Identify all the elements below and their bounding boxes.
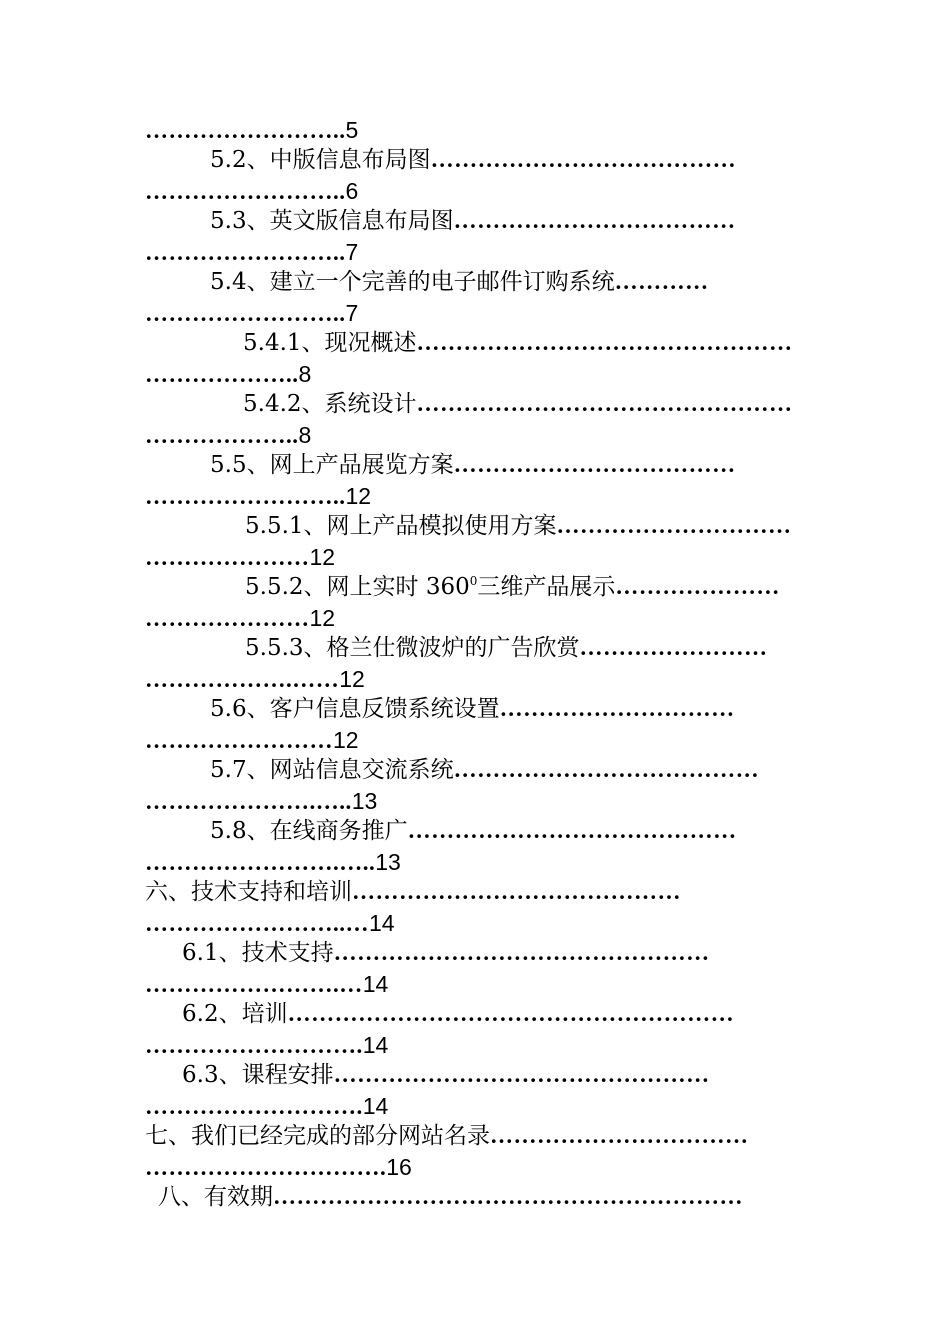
leader-dots: ………………………………………… (416, 391, 793, 416)
toc-entry-page-line (145, 1091, 805, 1122)
toc-entry-title-line (243, 328, 805, 358)
toc-entry-title-line (210, 267, 805, 297)
leader-dots: ………………………. (145, 1033, 363, 1058)
toc-entry-page-line (145, 847, 805, 878)
superscript: 0 (469, 574, 478, 588)
toc-entry-title[interactable]: 5.5.3、格兰仕微波炉的广告欣赏 (245, 635, 580, 661)
leader-dots: ………………… (615, 574, 780, 599)
leader-dots: ………………………………… (453, 757, 760, 782)
toc-entry-page-line (145, 237, 805, 268)
toc-entry-page-line (145, 176, 805, 207)
toc-entry-title[interactable]: 5.6、客户信息反馈系统设置 (210, 696, 500, 722)
toc-entry-title-line (245, 633, 805, 663)
leader-dots: ……………………..… (145, 911, 369, 936)
leader-dots: ……………….. (145, 362, 299, 387)
toc-entry-title-line (145, 1121, 805, 1151)
leader-dots: ………………………… (499, 696, 735, 721)
toc-entry-title[interactable]: 5.2、中版信息布局图 (210, 147, 431, 173)
leader-dots: ………………………… (556, 513, 792, 538)
toc-entry-title[interactable]: 八、有效期 (158, 1184, 273, 1210)
toc-entry-page-line (145, 786, 805, 817)
toc-page-number: 6 (345, 178, 359, 204)
toc-entry-title[interactable]: 5.5、网上产品展览方案 (210, 452, 454, 478)
toc-page-number: 7 (345, 239, 359, 265)
leader-dots: ……………………………… (453, 452, 736, 477)
toc-entry-title[interactable]: 5.5.2、网上实时 360 (245, 574, 470, 600)
toc-entry-title-line (158, 1182, 805, 1212)
leader-dots: …………………….. (145, 240, 346, 265)
toc-entry-title-line (243, 389, 805, 419)
toc-entry-page-line (145, 542, 805, 573)
toc-entry-page-line (145, 481, 805, 512)
leader-dots: ………………… (145, 606, 310, 631)
toc-entry-title[interactable]: 5.8、在线商务推广 (210, 818, 408, 844)
leader-dots: ………………….….. (145, 789, 352, 814)
toc-page-number: 7 (345, 300, 359, 326)
leader-dots: …………………………. (145, 1155, 387, 1180)
toc-entry-page-line (145, 298, 805, 329)
toc-entry-title[interactable]: 5.4.2、系统设计 (243, 391, 417, 417)
toc-entry-title-line (210, 450, 805, 480)
toc-entry-title[interactable]: 5.4.1、现况概述 (243, 330, 417, 356)
toc-page-number: 14 (362, 1032, 389, 1058)
leader-dots: ……………….. (145, 423, 299, 448)
toc-entry-page-line (145, 664, 805, 695)
leader-dots: ………………………………………………… (287, 1001, 735, 1026)
toc-entry-title-cont: 三维产品展示 (477, 574, 616, 600)
toc-entry-title[interactable]: 6.3、课程安排 (182, 1062, 334, 1088)
toc-entry-page-line (145, 115, 805, 146)
toc-entry-title-line (210, 755, 805, 785)
toc-entry-page-line (145, 1152, 805, 1183)
toc-entry-page-line (145, 969, 805, 1000)
toc-page-number: 13 (375, 849, 401, 875)
toc-entry-title[interactable]: 5.3、英文版信息布局图 (210, 208, 454, 234)
leader-dots: …………………….. (145, 118, 346, 143)
toc-page-number: 13 (351, 788, 378, 814)
toc-entry-title-line (182, 1060, 805, 1090)
leader-dots: ………………… (145, 545, 310, 570)
leader-dots: …………………….….. (145, 850, 376, 875)
leader-dots: ………………………………………… (333, 1062, 710, 1087)
toc-page-number: 14 (362, 971, 389, 997)
toc-entry-title-line (210, 694, 805, 724)
leader-dots: …………………….. (145, 484, 346, 509)
leader-dots: …………………………………………………… (273, 1184, 743, 1209)
toc-entry-title[interactable]: 5.4、建立一个完善的电子邮件订购系统 (210, 269, 615, 295)
toc-entry-page-line (145, 359, 805, 390)
toc-entry-title-line (145, 877, 805, 907)
leader-dots: …………………….. (145, 179, 346, 204)
toc-entry-title-line (245, 511, 805, 541)
leader-dots: …………………………………… (407, 818, 737, 843)
toc-page-number: 12 (333, 727, 359, 753)
leader-dots: ………… (614, 269, 709, 294)
toc-page-number: 12 (309, 605, 336, 631)
toc-entry-title-line (182, 999, 805, 1029)
toc-entry-title[interactable]: 六、技术支持和培训 (145, 879, 352, 905)
toc-entry-title-line (182, 938, 805, 968)
toc-entry-title[interactable]: 6.2、培训 (182, 1001, 288, 1027)
toc-entry-page-line (145, 420, 805, 451)
leader-dots: ………………………………… (430, 147, 737, 172)
leader-dots: …………………….. (145, 301, 346, 326)
leader-dots: …………………… (145, 728, 333, 753)
toc-entry-title[interactable]: 6.1、技术支持 (182, 940, 334, 966)
toc-page-number: 12 (345, 483, 372, 509)
leader-dots: …………………….… (145, 972, 363, 997)
toc-entry-page-line (145, 908, 805, 939)
toc-page-number: 16 (386, 1154, 412, 1180)
leader-dots: ……………………………… (453, 208, 736, 233)
toc-entry-title-line (210, 145, 805, 175)
toc-page-number: 14 (369, 910, 395, 936)
leader-dots: …………………………… (490, 1123, 749, 1148)
toc-page-number: 12 (339, 666, 365, 692)
toc-page-number: 8 (298, 361, 312, 387)
leader-dots: ………………………………………… (333, 940, 710, 965)
toc-entry-page-line (145, 1030, 805, 1061)
toc-entry-title-line (245, 572, 805, 602)
toc-page-number: 8 (298, 422, 312, 448)
leader-dots: …………………………………… (352, 879, 681, 904)
toc-entry-title[interactable]: 5.5.1、网上产品模拟使用方案 (245, 513, 557, 539)
toc-page-number: 5 (345, 117, 359, 143)
toc-entry-title-line (210, 206, 805, 236)
toc-entry-title-line (210, 816, 805, 846)
toc-entry-title[interactable]: 七、我们已经完成的部分网站名录 (145, 1123, 490, 1149)
leader-dots: ………………………. (145, 1094, 363, 1119)
toc-entry-page-line (145, 603, 805, 634)
toc-page-number: 12 (309, 544, 336, 570)
leader-dots: …………………… (579, 635, 768, 660)
toc-entry-page-line (145, 725, 805, 756)
leader-dots: ………………………………………… (416, 330, 793, 355)
toc-page-number: 14 (362, 1093, 389, 1119)
toc-entry-title[interactable]: 5.7、网站信息交流系统 (210, 757, 454, 783)
leader-dots: ……………….…… (145, 667, 340, 692)
